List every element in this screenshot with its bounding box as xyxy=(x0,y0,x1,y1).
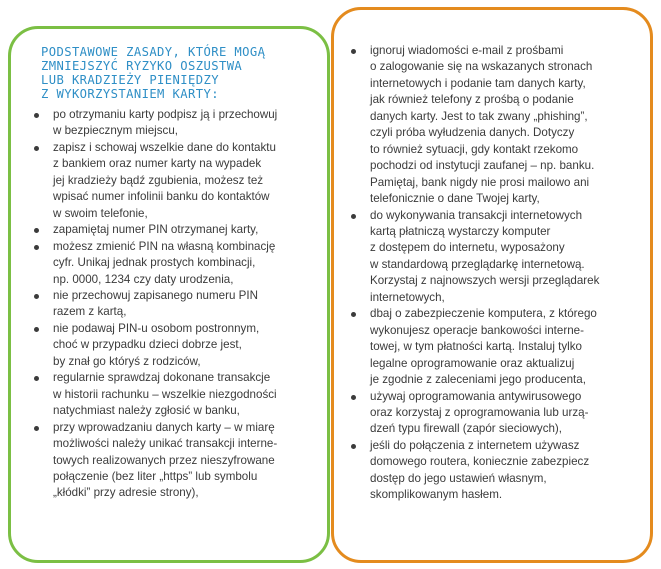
list-item xyxy=(348,306,630,388)
bullet-icon xyxy=(34,113,39,118)
list-item xyxy=(348,208,630,307)
left-panel-list xyxy=(31,107,313,502)
left-panel xyxy=(8,26,330,563)
list-item-text: nie przechowuj zapisanego numeru PIN razem z kartą, xyxy=(53,288,258,319)
list-item xyxy=(31,222,313,238)
list-item xyxy=(31,321,313,370)
bullet-icon xyxy=(351,49,356,54)
bullet-icon xyxy=(34,228,39,233)
bullet-icon xyxy=(34,327,39,332)
list-item xyxy=(31,140,313,222)
list-item-text: do wykonywania transakcji internetowych kartą płatniczą wystarczy komputer z dostępem do internetu, wyposażony w standardową przeglądarkę internetową. Korzystaj z najnowszych wersji przeglądarek internetowych, xyxy=(370,208,600,304)
list-item-text: przy wprowadzaniu danych karty – w miarę możliwości należy unikać transakcji interne- towych realizowanych przez nieszyfrowane połączenie (bez liter „https” lub symbolu „kłódki” przy adresie strony), xyxy=(53,420,278,500)
bullet-icon xyxy=(351,444,356,449)
bullet-icon xyxy=(351,214,356,219)
list-item-text: po otrzymaniu karty podpisz ją i przechowuj w bezpiecznym miejscu, xyxy=(53,108,278,138)
list-item-text: używaj oprogramowania antywirusowego oraz korzystaj z oprogramowania lub urzą- dzeń typu firewall (zapór sieciowych), xyxy=(370,389,589,436)
list-item-text: zapisz i schowaj wszelkie dane do kontaktu z bankiem oraz numer karty na wypadek jej kradzieży bądź zgubienia, możesz też wpisać numer infolinii banku do kontaktów w swoim telefonie, xyxy=(53,140,276,220)
list-item xyxy=(31,420,313,502)
right-panel-list xyxy=(348,43,630,504)
list-item xyxy=(31,107,313,140)
list-item-text: możesz zmienić PIN na własną kombinację cyfr. Unikaj jednak prostych kombinacji, np. 0000, 1234 czy daty urodzenia, xyxy=(53,239,276,286)
bullet-icon xyxy=(34,376,39,381)
list-item xyxy=(31,370,313,419)
list-item xyxy=(31,288,313,321)
list-item xyxy=(31,239,313,288)
list-item-text: dbaj o zabezpieczenie komputera, z którego wykonujesz operacje bankowości interne- towej, w tym płatności kartą. Instaluj tylko legalne oprogramowanie oraz aktualizuj je zgodnie z zaleceniami jego producenta, xyxy=(370,307,597,387)
bullet-icon xyxy=(351,312,356,317)
list-item xyxy=(348,389,630,438)
bullet-icon xyxy=(34,146,39,151)
left-panel-heading: PODSTAWOWE ZASADY, KTÓRE MOGĄ ZMNIEJSZYĆ RYZYKO OSZUSTWA LUB KRADZIEŻY PIENIĘDZY Z WYKORZYSTANIEM KARTY: xyxy=(41,45,266,101)
list-item-text: zapamiętaj numer PIN otrzymanej karty, xyxy=(53,223,259,237)
list-item-text: ignoruj wiadomości e-mail z prośbami o zalogowanie się na wskazanych stronach internetowych i podanie tam danych karty, jak również telefony z prośbą o podanie danych karty. Jest to tak zwany „phishing”, czyli próba wyłudzenia danych. Dotyczy to również sytuacji, gdy kontakt rzekomo pochodzi od instytucji zaufanej – np. banku. Pamiętaj, bank nigdy nie prosi mailowo ani telefonicznie o dane Twojej karty, xyxy=(370,44,595,206)
list-item-text: nie podawaj PIN-u osobom postronnym, choć w przypadku dzieci dobrze jest, by znał go któryś z rodziców, xyxy=(53,321,260,368)
list-item xyxy=(348,43,630,208)
bullet-icon xyxy=(351,395,356,400)
right-panel xyxy=(331,7,653,563)
list-item-text: regularnie sprawdzaj dokonane transakcje w historii rachunku – wszelkie niezgodności natychmiast należy zgłosić w banku, xyxy=(53,371,277,418)
bullet-icon xyxy=(34,426,39,431)
list-item-text: jeśli do połączenia z internetem używasz domowego routera, koniecznie zabezpiecz dostęp do jego ustawień własnym, skomplikowanym hasłem. xyxy=(370,438,590,502)
list-item xyxy=(348,438,630,504)
bullet-icon xyxy=(34,294,39,299)
bullet-icon xyxy=(34,245,39,250)
